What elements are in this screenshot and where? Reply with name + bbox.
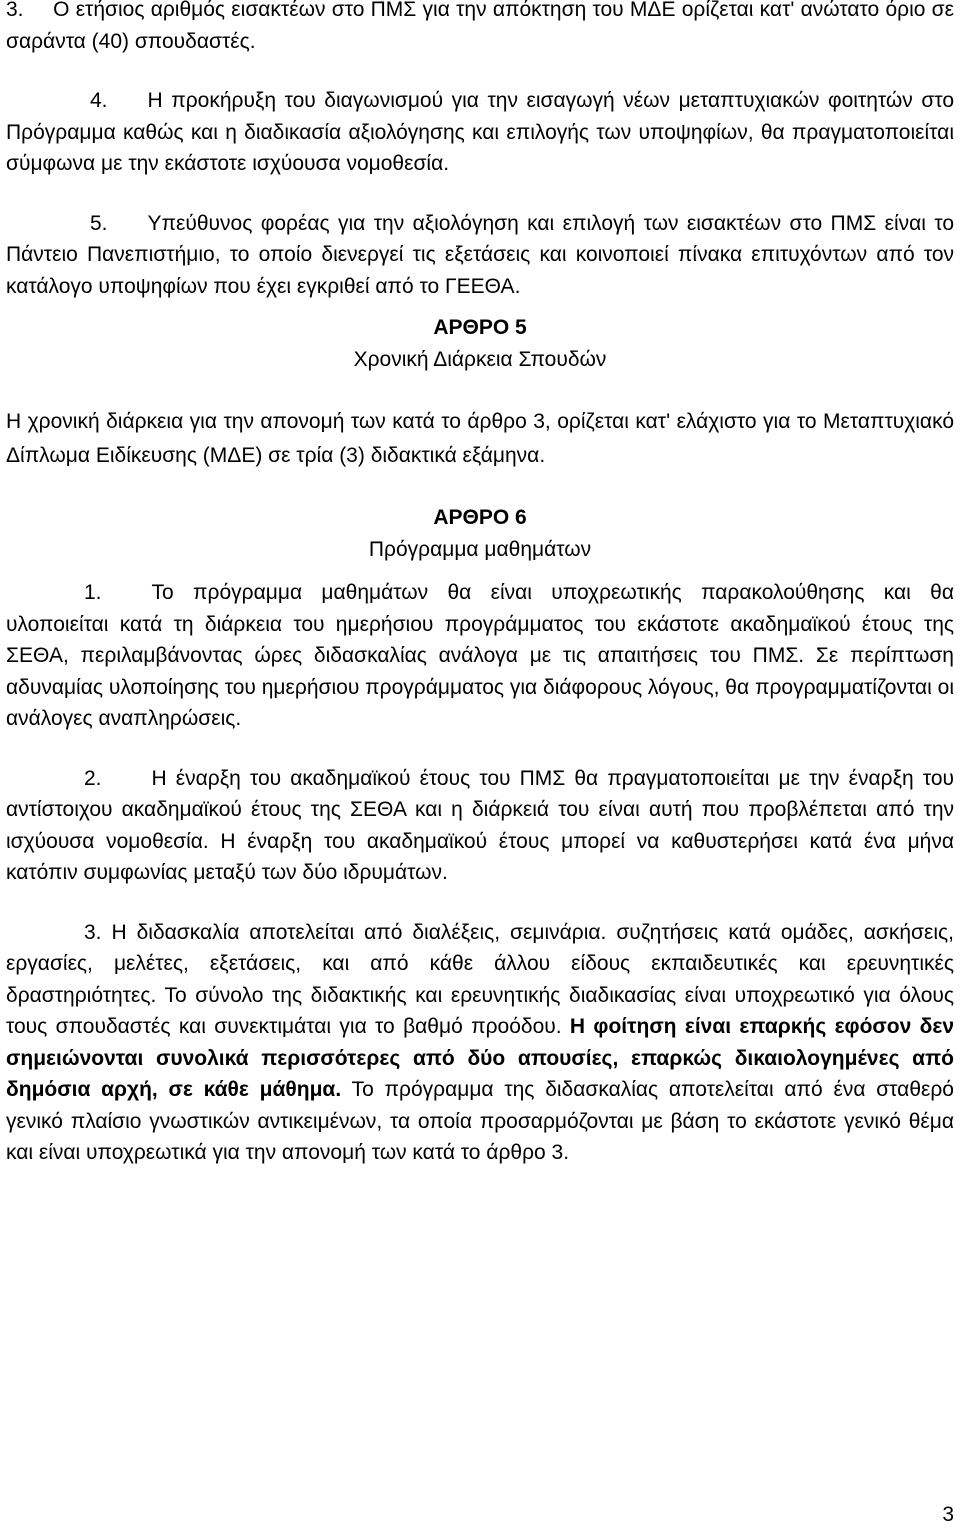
item-4	[6, 85, 954, 180]
paragraph-3-text-a: 3. Η διδασκαλία αποτελείται από διαλέξεις, σεμινάρια. συζητήσεις κατά ομάδες, ασκήσεις, εργασίες, μελέτες, εξετάσεις, και από κάθε άλλου είδους εκπαιδευτικές και ερευνητικές δραστηριότητες. Το σύνολο της διδακτικής και ερευνητικής διαδικασίας είναι υποχρεωτικό για όλους τους σπουδαστές και συνεκτιμάται για το βαθμό προόδου.	[6, 920, 954, 1039]
paragraph-3-text-b: Το πρόγραμμα της διδασκαλίας αποτελείται από ένα σταθερό γενικό πλαίσιο γνωστικών αντικειμένων, τα οποία προσαρμόζονται με βάση το εκάστοτε γενικό θέμα και είναι υποχρεωτικά για την απονομή των κατά το άρθρο 3.	[6, 1078, 954, 1165]
page-number: 3	[942, 1502, 954, 1526]
item-4-number: 4.	[90, 89, 108, 112]
article-5-body: Η χρονική διάρκεια για την απονομή των κατά το άρθρο 3, ορίζεται κατ' ελάχιστο για το Μεταπτυχιακό Δίπλωμα Ειδίκευσης (ΜΔΕ) σε τρία (3) διδακτικά εξάμηνα.	[6, 410, 954, 467]
article-6-heading: ΑΡΘΡΟ 6	[433, 506, 527, 530]
article-6-title: Πρόγραμμα μαθημάτων	[368, 537, 592, 561]
item-3	[6, 0, 960, 57]
paragraph-1-number: 1.	[84, 581, 102, 605]
item-3-text: 3. Ο ετήσιος αριθμός εισακτέων στο ΠΜΣ για την απόκτηση του ΜΔΕ ορίζεται κατ' ανώτατο όριο σε σαράντα (40) σπουδαστές.	[6, 0, 960, 53]
paragraph-3-bold-text: Η φοίτηση είναι επαρκής εφόσον δεν σημειώνονται συνολικά περισσότερες από δύο απουσίες, επαρκώς δικαιολογημένες από δημόσια αρχή, σε κάθε μάθημα.	[6, 1015, 954, 1102]
item-5-text: Υπεύθυνος φορέας για την αξιολόγηση και επιλογή των εισακτέων στο ΠΜΣ είναι το Πάντειο Πανεπιστήμιο, το οποίο διενεργεί τις εξετάσεις και κοινοποιεί πίνακα επιτυχόντων από τον κατάλογο υποψηφίων που έχει εγκριθεί από το ΓΕΕΘΑ.	[6, 211, 954, 298]
item-4-text: Η προκήρυξη του διαγωνισμού για την εισαγωγή νέων μεταπτυχιακών φοιτητών στο Πρόγραμμα καθώς και η διαδικασία αξιολόγησης και επιλογής των υποψηφίων, θα πραγματοποιείται σύμφωνα με την εκάστοτε ισχύουσα νομοθεσία.	[6, 89, 954, 175]
article-5-title: Χρονική Διάρκεια Σπουδών	[353, 347, 607, 371]
article-6-paragraph-2	[6, 763, 954, 889]
paragraph-2-number: 2.	[84, 766, 102, 790]
item-5	[6, 208, 954, 303]
article-6-paragraph-1	[6, 577, 954, 735]
article-6-paragraph-3	[6, 917, 954, 1169]
paragraph-2-text: Η έναρξη του ακαδημαϊκού έτους του ΠΜΣ θα πραγματοποιείται με την έναρξη του αντίστοιχου ακαδημαϊκού έτους της ΣΕΘΑ και η διάρκειά του είναι αυτή που προβλέπεται από την ισχύουσα νομοθεσία. Η έναρξη του ακαδημαϊκού έτους μπορεί να καθυστερήσει κατά ένα μήνα κατόπιν συμφωνίας μεταξύ των δύο ιδρυμάτων.	[6, 766, 954, 885]
article-5-heading: ΑΡΘΡΟ 5	[433, 316, 527, 339]
paragraph-1-text: Το πρόγραμμα μαθημάτων θα είναι υποχρεωτικής παρακολούθησης και θα υλοποιείται κατά τη διάρκεια του ημερήσιου προγράμματος του εκάστοτε ακαδημαϊκού έτους της ΣΕΘΑ, περιλαμβάνοντας ώρες διδασκαλίας ανάλογα με τις απαιτήσεις του ΠΜΣ. Σε περίπτωση αδυναμίας υλοποίησης του ημερήσιου προγράμματος για διάφορους λόγους, θα προγραμματίζονται οι ανάλογες αναπληρώσεις.	[6, 581, 954, 731]
item-5-number: 5.	[90, 211, 108, 235]
